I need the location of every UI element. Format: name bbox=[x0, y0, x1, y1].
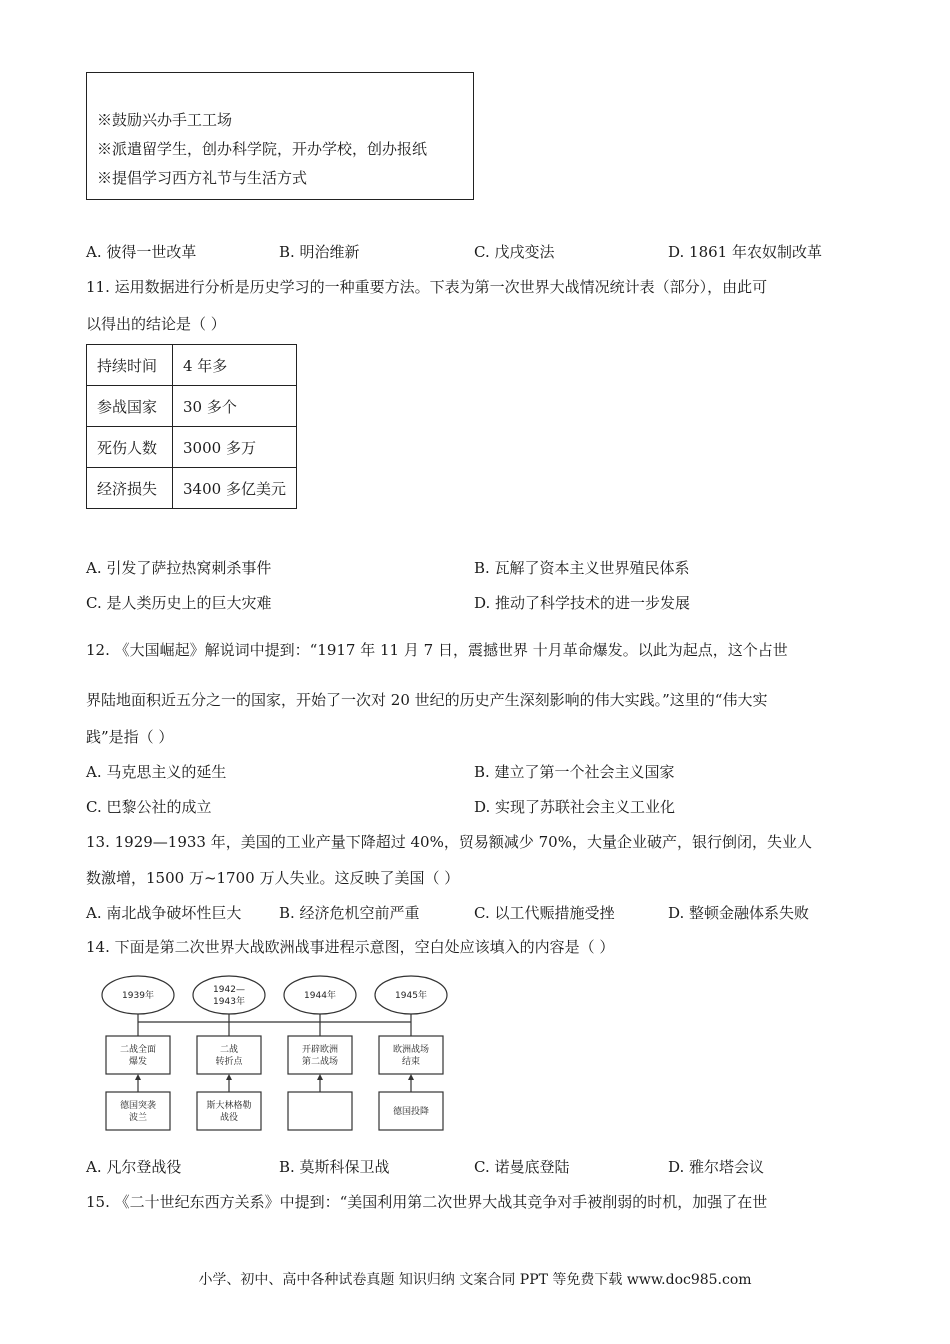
event-box bbox=[106, 1092, 170, 1130]
table-row bbox=[87, 427, 297, 468]
q11-option-c[interactable]: C. 是人类历史上的巨大灾难 bbox=[86, 594, 272, 612]
stage-box bbox=[288, 1036, 352, 1074]
q14-option-a[interactable]: A. 凡尔登战役 bbox=[86, 1158, 182, 1176]
table-row bbox=[87, 386, 297, 427]
table-value: 3400 多亿美元 bbox=[173, 468, 297, 509]
q10-option-d[interactable]: D. 1861 年农奴制改革 bbox=[668, 243, 822, 261]
q11-option-b[interactable]: B. 瓦解了资本主义世界殖民体系 bbox=[474, 559, 690, 577]
table-key: 持续时间 bbox=[87, 345, 173, 386]
q13-option-b[interactable]: B. 经济危机空前严重 bbox=[279, 904, 420, 922]
ww2-europe-timeline-diagram bbox=[96, 970, 456, 1135]
q14-option-d[interactable]: D. 雅尔塔会议 bbox=[668, 1158, 765, 1176]
table-key: 经济损失 bbox=[87, 468, 173, 509]
reform-line: ※提倡学习西方礼节与生活方式 bbox=[97, 169, 308, 187]
table-value: 30 多个 bbox=[173, 386, 297, 427]
q13-option-c[interactable]: C. 以工代赈措施受挫 bbox=[474, 904, 615, 922]
q13-stem: 数激增，1500 万~1700 万人失业。这反映了美国（ ） bbox=[86, 869, 460, 887]
event-box bbox=[197, 1092, 261, 1130]
q12-stem: 界陆地面积近五分之一的国家，开始了一次对 20 世纪的历史产生深刻影响的伟大实践。”这里的“伟大实 bbox=[86, 691, 768, 709]
q10-option-c[interactable]: C. 戊戌变法 bbox=[474, 243, 555, 261]
q12-option-c[interactable]: C. 巴黎公社的成立 bbox=[86, 798, 212, 816]
q15-stem: 15. 《二十世纪东西方关系》中提到：“美国利用第二次世界大战其竞争对手被削弱的时机，加强了在世 bbox=[86, 1193, 768, 1211]
q12-option-d[interactable]: D. 实现了苏联社会主义工业化 bbox=[474, 798, 676, 816]
year-label: 1944年 bbox=[304, 991, 336, 1001]
arrow-head bbox=[317, 1074, 323, 1080]
q12-option-b[interactable]: B. 建立了第一个社会主义国家 bbox=[474, 763, 675, 781]
q10-option-a[interactable]: A. 彼得一世改革 bbox=[86, 243, 197, 261]
q13-stem: 13. 1929—1933 年，美国的工业产量下降超过 40%，贸易额减少 70%，大量企业破产，银行倒闭，失业人 bbox=[86, 833, 812, 851]
event-label: 德国突袭波兰 bbox=[119, 1101, 157, 1123]
event-label: 斯大林格勒战役 bbox=[206, 1101, 252, 1123]
table-key: 死伤人数 bbox=[87, 427, 173, 468]
year-label: 1939年 bbox=[122, 991, 154, 1001]
table-row bbox=[87, 345, 297, 386]
year-label: 1942— 1943年 bbox=[213, 985, 245, 1007]
q13-option-a[interactable]: A. 南北战争破坏性巨大 bbox=[86, 904, 242, 922]
page-footer: 小学、初中、高中各种试卷真题 知识归纳 文案合同 PPT 等免费下载 www.doc985.com bbox=[198, 1272, 752, 1288]
reform-line: ※鼓励兴办手工工场 bbox=[97, 111, 233, 129]
q11-stem: 以得出的结论是（ ） bbox=[86, 315, 226, 333]
reform-line: ※派遣留学生，创办科学院，开办学校，创办报纸 bbox=[97, 140, 428, 158]
table-value: 3000 多万 bbox=[173, 427, 297, 468]
q12-stem: 12. 《大国崛起》解说词中提到：“1917 年 11 月 7 日，震撼世界 十月革命爆发。以此为起点，这个占世 bbox=[86, 641, 788, 659]
stage-label: 开辟欧洲第二战场 bbox=[301, 1045, 339, 1067]
q12-option-a[interactable]: A. 马克思主义的延生 bbox=[86, 763, 227, 781]
reform-measures-box bbox=[86, 72, 474, 200]
event-label: 德国投降 bbox=[392, 1107, 430, 1117]
stage-box bbox=[106, 1036, 170, 1074]
table-value: 4 年多 bbox=[173, 345, 297, 386]
q10-option-b[interactable]: B. 明治维新 bbox=[279, 243, 360, 261]
ww1-stats-table bbox=[86, 344, 297, 509]
stage-box bbox=[379, 1036, 443, 1074]
q14-option-b[interactable]: B. 莫斯科保卫战 bbox=[279, 1158, 390, 1176]
arrow-head bbox=[135, 1074, 141, 1080]
q14-stem: 14. 下面是第二次世界大战欧洲战事进程示意图，空白处应该填入的内容是（ ） bbox=[86, 938, 615, 956]
table-row bbox=[87, 468, 297, 509]
q11-option-a[interactable]: A. 引发了萨拉热窝刺杀事件 bbox=[86, 559, 272, 577]
stage-label: 二战转折点 bbox=[215, 1045, 243, 1067]
q11-stem: 11. 运用数据进行分析是历史学习的一种重要方法。下表为第一次世界大战情况统计表（部分），由此可 bbox=[86, 278, 768, 296]
stage-box bbox=[197, 1036, 261, 1074]
q11-option-d[interactable]: D. 推动了科学技术的进一步发展 bbox=[474, 594, 691, 612]
year-label: 1945年 bbox=[395, 991, 427, 1001]
arrow-head bbox=[226, 1074, 232, 1080]
stage-label: 欧洲战场结束 bbox=[392, 1045, 430, 1067]
table-key: 参战国家 bbox=[87, 386, 173, 427]
arrow-head bbox=[408, 1074, 414, 1080]
timeline-svg bbox=[96, 970, 456, 1135]
q12-stem: 践”是指（ ） bbox=[86, 728, 174, 746]
q14-option-c[interactable]: C. 诺曼底登陆 bbox=[474, 1158, 570, 1176]
year-ellipse bbox=[193, 976, 265, 1014]
blank-event-box bbox=[288, 1092, 352, 1130]
stage-label: 二战全面爆发 bbox=[119, 1045, 157, 1067]
q13-option-d[interactable]: D. 整顿金融体系失败 bbox=[668, 904, 810, 922]
